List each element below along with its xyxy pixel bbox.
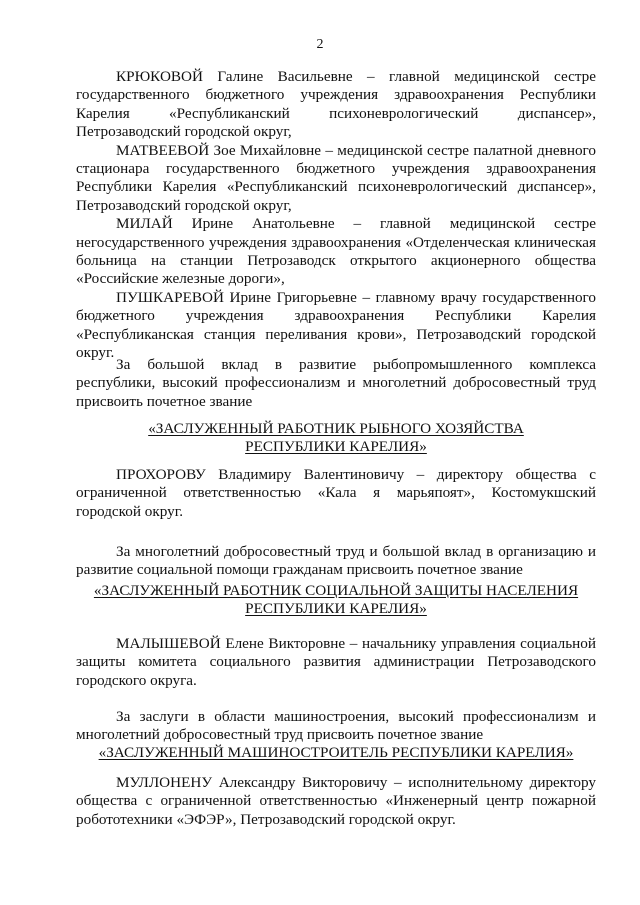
entry-fish <box>76 466 596 521</box>
entry-machine <box>76 774 596 829</box>
award-entry: МАЛЫШЕВОЙ Елене Викторовне – начальнику управления социальной защиты комитета социального развития администрации Петрозаводского городского округа. <box>76 635 596 689</box>
award-entry: ПУШКАРЕВОЙ Ирине Григорьевне – главному врачу государственного бюджетного учреждения здравоохранения Республики Карелия «Республиканская станция переливания крови», Петрозаводский городской округ. <box>76 288 596 362</box>
entry-social <box>76 635 596 690</box>
award-entry: ПРОХОРОВУ Владимиру Валентиновичу – директору общества с ограниченной ответственностью «Кала я марьяпоят», Костомукшский городской округ. <box>76 466 596 520</box>
intro-paragraph: За заслуги в области машиностроения, высокий профессионализм и многолетний добросовестный труд присвоить почетное звание <box>76 708 596 744</box>
intro-fish <box>76 356 596 411</box>
award-entry: КРЮКОВОЙ Галине Васильевне – главной медицинской сестре государственного бюджетного учреждения здравоохранения Республики Карелия «Республиканский психоневрологический диспансер», Петрозаводский городской округ, <box>76 68 596 141</box>
award-entry: МИЛАЙ Ирине Анатольевне – главной медицинской сестре негосударственного учреждения здравоохранения «Отделенческая клиническая больница на станции Петрозаводск открытого акционерного общества «Российские железные дороги», <box>76 215 596 288</box>
intro-social <box>76 543 596 580</box>
heading-line: «ЗАСЛУЖЕННЫЙ РАБОТНИК СОЦИАЛЬНОЙ ЗАЩИТЫ НАСЕЛЕНИЯ <box>93 582 579 599</box>
page-number: 2 <box>316 37 324 52</box>
heading-line: «ЗАСЛУЖЕННЫЙ РАБОТНИК РЫБНОГО ХОЗЯЙСТВА <box>148 420 524 437</box>
title-heading-social <box>76 582 596 619</box>
award-entry: МАТВЕЕВОЙ Зое Михайловне – медицинской сестре палатной дневного стационара государственного бюджетного учреждения здравоохранения Республики Карелия «Республиканский психоневрологический диспансер», Петрозаводский городской округ, <box>76 141 596 214</box>
title-heading-fish <box>76 420 596 457</box>
title-heading-machine: «ЗАСЛУЖЕННЫЙ МАШИНОСТРОИТЕЛЬ РЕСПУБЛИКИ КАРЕЛИЯ» <box>98 744 574 761</box>
intro-paragraph: За многолетний добросовестный труд и большой вклад в организацию и развитие социальной помощи гражданам присвоить почетное звание <box>76 543 596 579</box>
heading-line: РЕСПУБЛИКИ КАРЕЛИЯ» <box>245 600 427 618</box>
heading-line: РЕСПУБЛИКИ КАРЕЛИЯ» <box>245 438 427 456</box>
intro-paragraph: За большой вклад в развитие рыбопромышленного комплекса республики, высокий профессионализм и многолетний добросовестный труд присвоить почетное звание <box>76 356 596 410</box>
award-list-medical <box>76 68 596 363</box>
award-entry: МУЛЛОНЕНУ Александру Викторовичу – исполнительному директору общества с ограниченной ответственностью «Инженерный центр пожарной робототехники «ЭФЭР», Петрозаводский городской округ. <box>76 774 596 828</box>
intro-machine <box>76 708 596 745</box>
